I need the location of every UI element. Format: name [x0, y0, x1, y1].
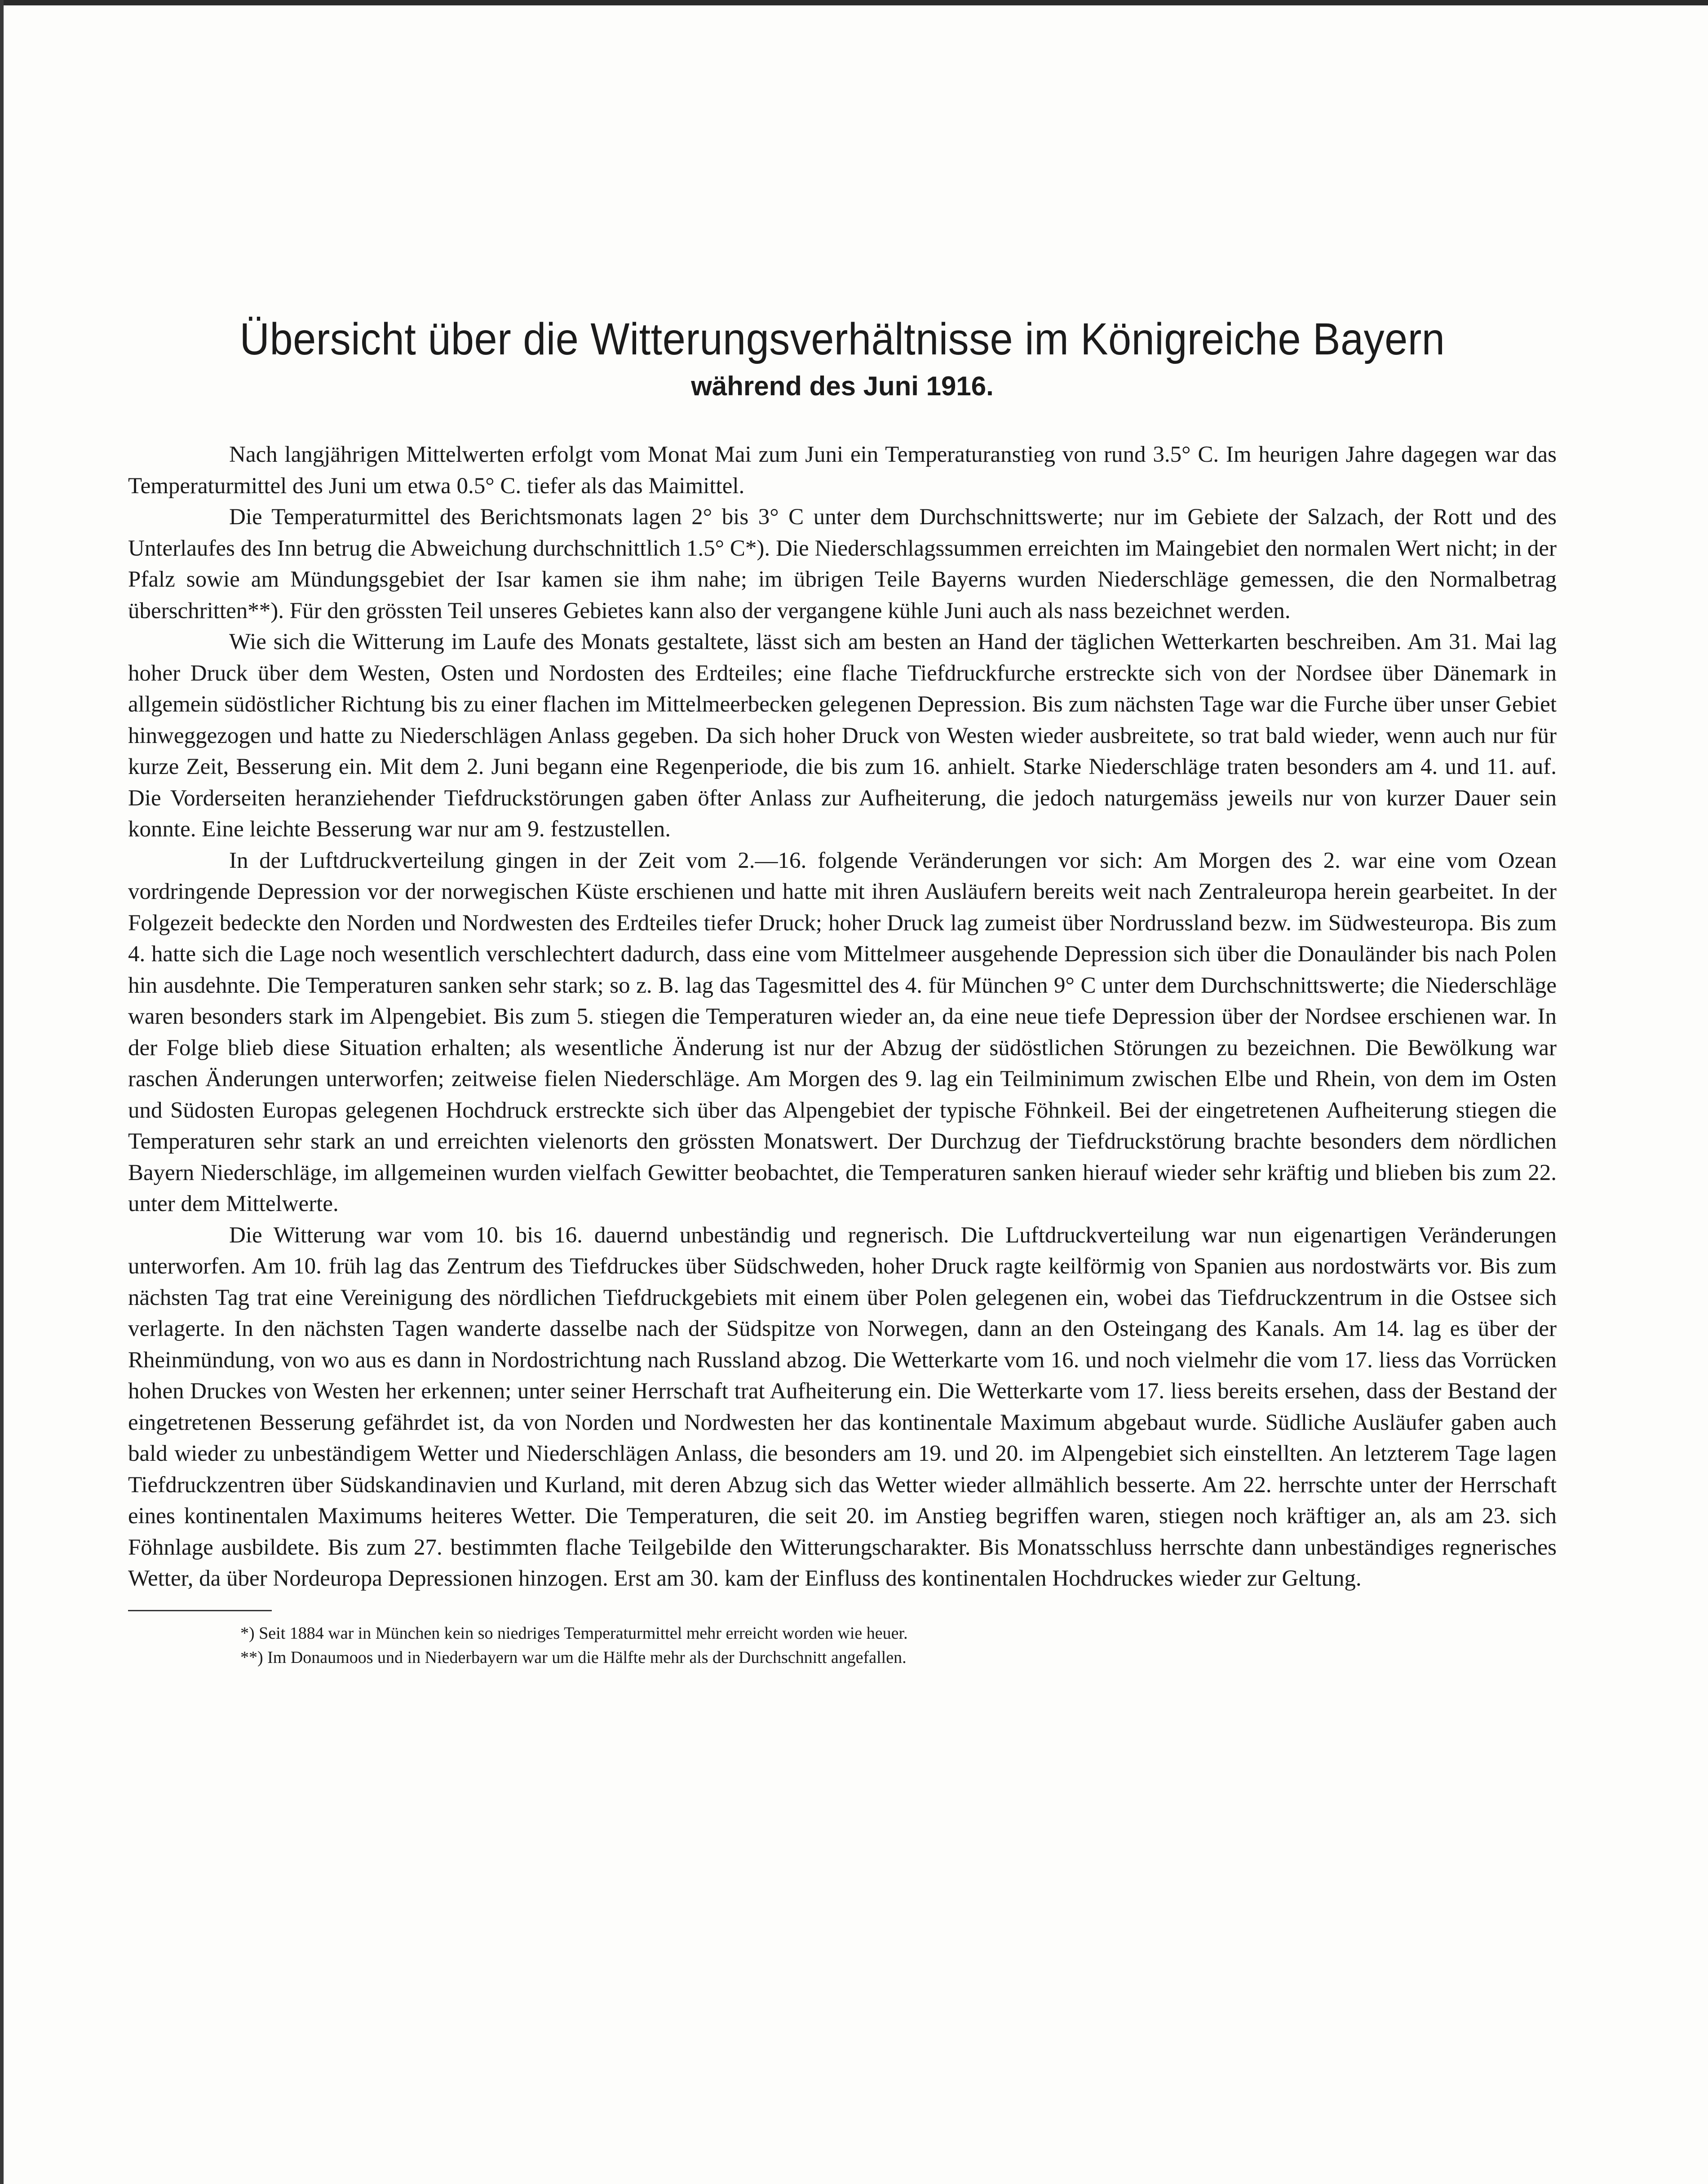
page-subtitle: während des Juni 1916.	[691, 371, 994, 401]
document-page	[128, 310, 1557, 1670]
paragraph-5: Die Witterung war vom 10. bis 16. dauernd unbeständig und regnerisch. Die Luftdruckverteilung war nun eigenartigen Veränderungen unterworfen. Am 10. früh lag das Zentrum des Tiefdruckes über Südschweden, hoher Druck ragte keilförmig von Spanien aus nordostwärts vor. Bis zum nächsten Tag trat eine Vereinigung des nördlichen Tiefdruckgebiets mit einem über Polen gelegenen ein, wobei das Tiefdruckzentrum in die Ostsee sich verlagerte. In den nächsten Tagen wanderte dasselbe nach der Südspitze von Norwegen, dann an den Osteingang des Kanals. Am 14. lag es über der Rheinmündung, von wo aus es dann in Nordostrichtung nach Russland abzog. Die Wetterkarte vom 16. und noch vielmehr die vom 17. liess das Vorrücken hohen Druckes von Westen her erkennen; unter seiner Herrschaft trat Aufheiterung ein. Die Wetterkarte vom 17. liess bereits ersehen, dass der Bestand der eingetretenen Besserung gefährdet ist, da von Norden und Nordwesten her das kontinentale Maximum abgebaut wurde. Südliche Ausläufer gaben auch bald wieder zu unbeständigem Wetter und Niederschlägen Anlass, die besonders am 19. und 20. im Alpengebiet sich einstellten. An letzterem Tage lagen Tiefdruckzentren über Südskandinavien und Kurland, mit deren Abzug sich das Wetter wieder allmählich besserte. Am 22. herrschte unter der Herrschaft eines kontinentalen Maximums heiteres Wetter. Die Temperaturen, die seit 20. im Anstieg begriffen waren, stiegen noch kräftiger an, als am 23. sich Föhnlage ausbildete. Bis zum 27. bestimmten flache Teilgebilde den Witterungscharakter. Bis Monatsschluss herrschte dann unbeständiges regnerisches Wetter, da über Nordeuropa Depressionen hinzogen. Erst am 30. kam der Einfluss des kontinentalen Hochdruckes wieder zur Geltung.	[128, 1222, 1557, 1591]
paragraph-4: In der Luftdruckverteilung gingen in der Zeit vom 2.—16. folgende Veränderungen vor sich: Am Morgen des 2. war eine vom Ozean vordringende Depression vor der norwegischen Küste erschienen und hatte mit ihren Ausläufern bereits weit nach Zentraleuropa herein gearbeitet. In der Folgezeit bedeckte den Norden und Nordwesten des Erdteiles tiefer Druck; hoher Druck lag zumeist über Nordrussland bezw. im Südwesteuropa. Bis zum 4. hatte sich die Lage noch wesentlich verschlechtert dadurch, dass eine vom Mittelmeer ausgehende Depression sich über die Donauländer bis nach Polen hin ausdehnte. Die Temperaturen sanken sehr stark; so z. B. lag das Tagesmittel des 4. für München 9° C unter dem Durchschnittswerte; die Niederschläge waren besonders stark im Alpengebiet. Bis zum 5. stiegen die Temperaturen wieder an, da eine neue tiefe Depression über der Nordsee erschienen war. In der Folge blieb diese Situation erhalten; als wesentliche Änderung ist nur der Abzug der südöstlichen Störungen zu bezeichnen. Die Bewölkung war raschen Änderungen unterworfen; zeitweise fielen Niederschläge. Am Morgen des 9. lag ein Teilminimum zwischen Elbe und Rhein, von dem im Osten und Südosten Europas gelegenen Hochdruck erstreckte sich über das Alpengebiet der typische Föhnkeil. Bei der eingetretenen Aufheiterung stiegen die Temperaturen sehr stark an und erreichten vielenorts den grössten Monatswert. Der Durchzug der Tiefdruckstörung brachte besonders dem nördlichen Bayern Niederschläge, im allgemeinen wurden vielfach Gewitter beobachtet, die Temperaturen sanken hierauf wieder sehr kräftig und blieben bis zum 22. unter dem Mittelwerte.	[128, 848, 1557, 1216]
footnote-2: **) Im Donaumoos und in Niederbayern war um die Hälfte mehr als der Durchschnitt angefallen.	[240, 1648, 907, 1667]
report-body	[128, 439, 1557, 1595]
paragraph-2: Die Temperaturmittel des Berichtsmonats lagen 2° bis 3° C unter dem Durchschnittswerte; nur im Gebiete der Salzach, der Rott und des Unterlaufes des Inn betrug die Abweichung durchschnittlich 1.5° C*). Die Niederschlagssummen erreichten im Maingebiet den normalen Wert nicht; in der Pfalz sowie am Mündungsgebiet der Isar kamen sie ihm nahe; im übrigen Teile Bayerns wurden Niederschläge gemessen, die den Normalbetrag überschritten**). Für den grössten Teil unseres Gebietes kann also der vergangene kühle Juni auch als nass bezeichnet werden.	[128, 504, 1557, 623]
top-border-rule	[0, 0, 1708, 5]
footnote-1: *) Seit 1884 war in München kein so niedriges Temperaturmittel mehr erreicht worden wie heuer.	[240, 1623, 908, 1643]
left-border-rule	[0, 0, 4, 2184]
paragraph-1: Nach langjährigen Mittelwerten erfolgt vom Monat Mai zum Juni ein Temperaturanstieg von rund 3.5° C. Im heurigen Jahre dagegen war das Temperaturmittel des Juni um etwa 0.5° C. tiefer als das Maimittel.	[128, 442, 1557, 499]
page-title: Übersicht über die Witterungsverhältnisse im Königreiche Bayern	[239, 314, 1445, 364]
paragraph-3: Wie sich die Witterung im Laufe des Monats gestaltete, lässt sich am besten an Hand der täglichen Wetterkarten beschreiben. Am 31. Mai lag hoher Druck über dem Westen, Osten und Nordosten des Erdteiles; eine flache Tiefdruckfurche erstreckte sich von der Nordsee über Dänemark in allgemein südöstlicher Richtung bis zu einer flachen im Mittelmeerbecken gelegenen Depression. Bis zum nächsten Tage war die Furche über unser Gebiet hinweggezogen und hatte zu Niederschlägen Anlass gegeben. Da sich hoher Druck von Westen wieder ausbreitete, so trat bald wieder, wenn auch nur für kurze Zeit, Besserung ein. Mit dem 2. Juni begann eine Regenperiode, die bis zum 16. anhielt. Starke Niederschläge traten besonders am 4. und 11. auf. Die Vorderseiten heranziehender Tiefdruckstörungen gaben öfter Anlass zur Aufheiterung, die jedoch naturgemäss jeweils nur von kurzer Dauer sein konnte. Eine leichte Besserung war nur am 9. festzustellen.	[128, 629, 1557, 842]
footnotes	[128, 1621, 1557, 1670]
footnote-divider	[128, 1610, 272, 1611]
